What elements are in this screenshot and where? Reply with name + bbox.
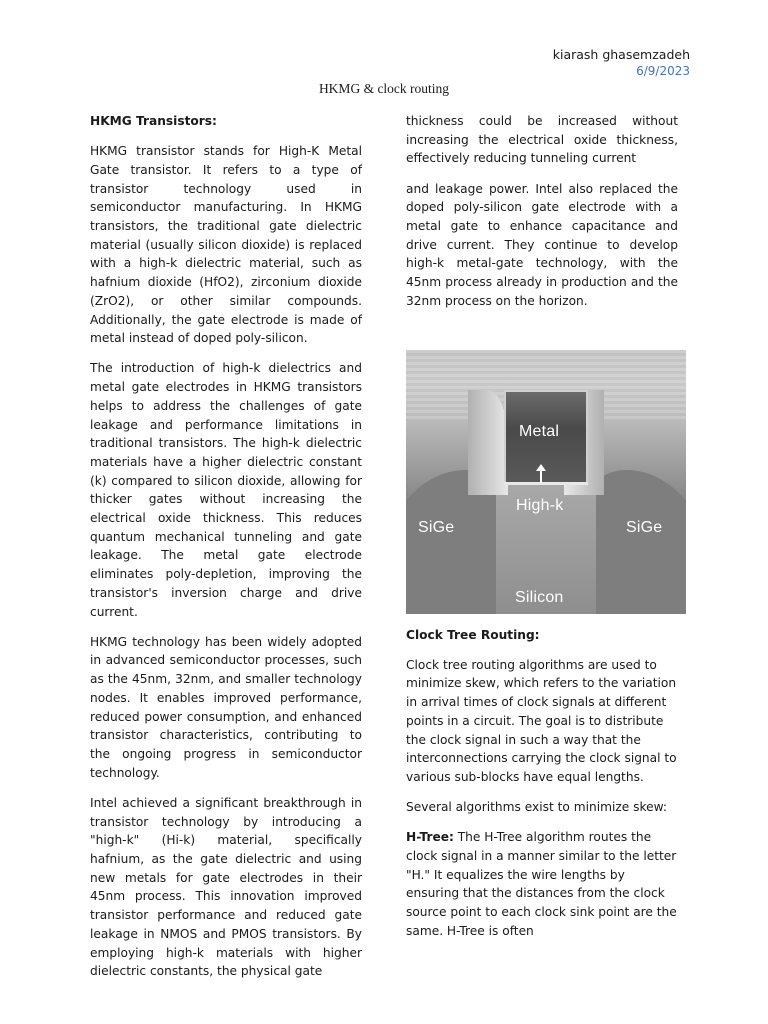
paragraph: thickness could be increased without increasing the electrical oxide thickness, effectively reducing tunneling current (406, 114, 678, 166)
figure-label-metal: Metal (519, 422, 560, 440)
document-date: 6/9/2023 (636, 64, 690, 78)
htree-text: The H-Tree algorithm routes the clock signal in a manner similar to the letter "H." It equalizes the wire lengths by ensuring that the distances from the clock source point to each clock sink point are the same. H-Tree is often (406, 830, 677, 938)
paragraph: Several algorithms exist to minimize skew: (406, 800, 667, 815)
paragraph: Clock tree routing algorithms are used to minimize skew, which refers to the variation in arrival times of clock signals at different points in a circuit. The goal is to distribute the clock signal in such a way that the interconnections carrying the clock signal to various sub-blocks have equal lengths. (406, 657, 677, 784)
paragraph: HKMG transistor stands for High-K Metal Gate transistor. It refers to a type of transistor technology used in semiconductor manufacturing. In HKMG transistors, the traditional gate dielectric material (usually silicon dioxide) is replaced with a high-k dielectric material, such as hafnium dioxide (HfO2), zirconium dioxide (ZrO2), or other similar compounds. Additionally, the gate electrode is made of metal instead of doped poly-silicon. (90, 144, 362, 346)
htree-label: H-Tree: (406, 830, 454, 845)
figure-label-highk: High-k (516, 496, 564, 514)
section-heading-hkmg: HKMG Transistors: (90, 114, 217, 128)
author-name: kiarash ghasemzadeh (552, 47, 690, 62)
left-column (90, 112, 362, 992)
paragraph: Intel achieved a significant breakthrough in transistor technology by introducing a "high-k" (Hi-k) material, specifically hafnium, as the gate dielectric and using new metals for gate electrodes in their 45nm process. This innovation improved transistor performance and reduced gate leakage in NMOS and PMOS transistors. By employing high-k materials with higher dielectric constants, the physical gate (90, 795, 362, 979)
paragraph: and leakage power. Intel also replaced the doped poly-silicon gate electrode with a metal gate to enhance capacitance and drive current. They continue to develop high-k metal-gate technology, with the 45nm process already in production and the 32nm process on the horizon. (406, 181, 678, 308)
paragraph: HKMG technology has been widely adopted in advanced semiconductor processes, such as the 45nm, 32nm, and smaller technology nodes. It enables improved performance, reduced power consumption, and enhanced transistor characteristics, contributing to the ongoing progress in semiconductor technology. (90, 634, 362, 780)
hkmg-transistor-micrograph (406, 350, 686, 614)
section-heading-clock: Clock Tree Routing: (406, 627, 540, 642)
figure-label-silicon: Silicon (515, 588, 564, 606)
figure-highk-layer (504, 482, 588, 485)
figure-label-sige-right: SiGe (626, 518, 663, 536)
figure-spacer-left (468, 390, 508, 495)
htree-paragraph (406, 828, 678, 940)
page-title: HKMG & clock routing (318, 81, 450, 96)
paragraph: The introduction of high-k dielectrics and metal gate electrodes in HKMG transistors helps to address the challenges of gate leakage and performance limitations in traditional transistors. The high-k dielectric materials have a higher dielectric constant (k) compared to silicon dioxide, allowing for thicker gates without increasing the electrical oxide thickness. This reduces quantum mechanical tunneling and gate leakage. The metal gate electrode eliminates poly-depletion, improving the transistor's inversion charge and drive current. (90, 361, 362, 619)
figure-label-sige-left: SiGe (418, 518, 455, 536)
figure-arrow-icon (540, 469, 542, 483)
right-column (406, 112, 678, 952)
